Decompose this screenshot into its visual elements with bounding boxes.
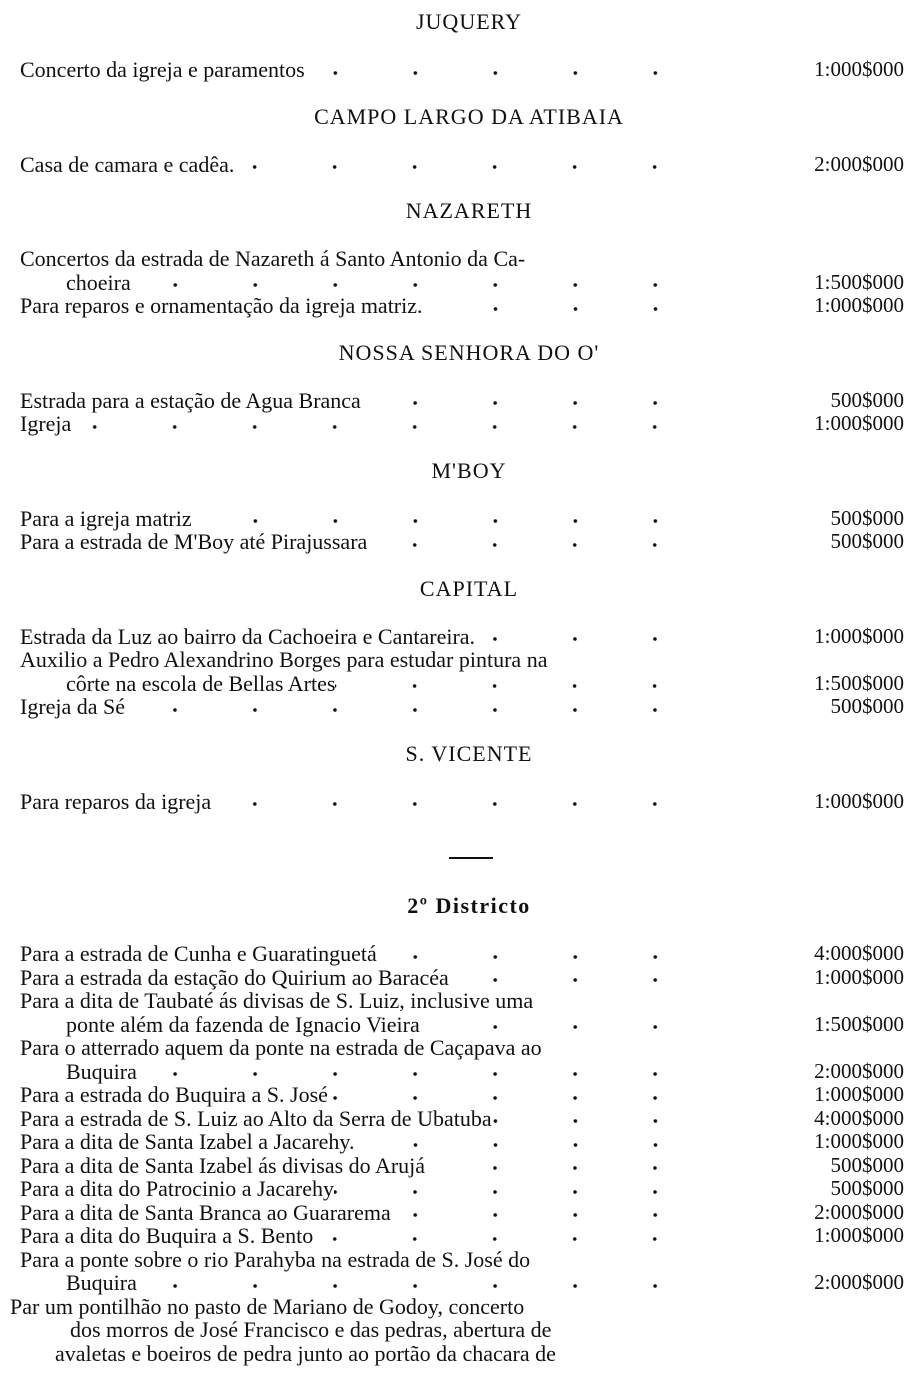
ledger-entry [0, 389, 918, 413]
section-nossa-senhora-do-o- [0, 341, 918, 436]
entry-amount: 1:000$000 [814, 411, 904, 435]
entry-line [0, 695, 918, 719]
section-campo-largo-da-atibaia [0, 105, 918, 177]
entry-line [0, 530, 918, 554]
entry-text: Para a dita de Santa Izabel ás divisas do Arujá [20, 1152, 426, 1178]
entry-line [0, 58, 918, 82]
entry-amount: 1:000$000 [814, 964, 904, 989]
entry-text: Auxilio a Pedro Alexandrino Borges para estudar pintura na [20, 647, 548, 672]
entry-amount: 2:000$000 [814, 1270, 904, 1294]
entry-line [0, 389, 918, 413]
dot-leader [391, 1212, 695, 1218]
entry-text: Concertos da estrada de Nazareth á Santo Antonio da Ca- [20, 246, 526, 271]
dot-leader [328, 1095, 695, 1101]
ledger-entry [0, 58, 918, 82]
ledger-entry [0, 966, 918, 990]
entry-text: Para o atterrado aquem da ponte na estrada de Caçapava ao [20, 1035, 542, 1060]
entry-text: Para a dita de Santa Izabel a Jacarehy. [20, 1129, 355, 1154]
ledger-entry [0, 989, 918, 1036]
entry-line [0, 412, 918, 436]
entry-line [0, 1083, 918, 1107]
ledger-entry [0, 625, 918, 649]
ledger-entry [0, 1177, 918, 1201]
dot-leader [137, 1071, 695, 1077]
section-capital [0, 577, 918, 719]
entry-text: Igreja da Sé [20, 694, 126, 719]
section-title: M'BOY [431, 457, 507, 483]
entry-amount: 1:000$000 [814, 788, 904, 813]
section-s-vicente [0, 742, 918, 814]
entry-text: Para a estrada do Buquira a S. José [20, 1082, 328, 1107]
entry-line [0, 625, 918, 649]
entry-line [0, 1318, 918, 1342]
ledger-entry [0, 1295, 918, 1366]
dot-leader [71, 424, 695, 430]
entry-amount: 1:000$000 [814, 293, 904, 317]
entry-text: Para a dita de Taubaté ás divisas de S. Luiz, inclusive uma [20, 988, 534, 1013]
dot-leader [313, 1236, 695, 1242]
entry-amount: 500$000 [830, 694, 904, 718]
entry-text: ponte além da fazenda de Ignacio Vieira [66, 1011, 420, 1037]
entry-line [0, 1154, 918, 1178]
entry-amount: 500$000 [830, 1152, 904, 1177]
ledger-entry [0, 412, 918, 436]
entry-amount: 4:000$000 [814, 1105, 904, 1130]
dot-leader [234, 164, 695, 170]
ledger-entry [0, 942, 918, 966]
entry-line [0, 672, 918, 696]
dot-leader [449, 977, 695, 983]
ledger-entry [0, 1036, 918, 1083]
entry-line [0, 247, 918, 271]
entry-text: Para a estrada de Cunha e Guaratinguetá [20, 941, 377, 966]
entry-line [0, 1107, 918, 1131]
entry-text: avaletas e boeiros de pedra junto ao portão da chacara de [55, 1340, 556, 1366]
entry-line [0, 1060, 918, 1084]
entry-text: Par um pontilhão no pasto de Mariano de Godoy, concerto [10, 1293, 525, 1319]
entry-line [0, 1036, 918, 1060]
entry-text: Para a dita do Patrocinio a Jacarehy [20, 1176, 334, 1201]
entry-text: Buquira [66, 1270, 137, 1295]
ledger-entry [0, 530, 918, 554]
dot-leader [423, 306, 695, 312]
dot-leader [125, 707, 695, 713]
entry-line [0, 942, 918, 966]
section-m-boy [0, 459, 918, 554]
dot-leader [131, 282, 695, 288]
entry-text: dos morros de José Francisco e das pedras, abertura de [70, 1317, 552, 1342]
entry-text: Casa de camara e cadêa. [20, 151, 235, 177]
entry-amount: 1:500$000 [814, 670, 904, 695]
document-page [0, 10, 918, 1365]
ledger-entry [0, 1107, 918, 1131]
dot-leader [192, 518, 695, 524]
entry-amount: 2:000$000 [814, 1199, 904, 1224]
entry-amount: 500$000 [830, 505, 904, 530]
section-title: JUQUERY [415, 9, 522, 34]
entry-line [0, 507, 918, 531]
entry-amount: 1:500$000 [814, 1011, 904, 1036]
entry-line [0, 1224, 918, 1248]
section-title: CAPITAL [419, 575, 519, 601]
ledger-entry [0, 507, 918, 531]
entry-text: Para a estrada de S. Luiz ao Alto da Serra de Ubatuba [20, 1105, 492, 1131]
district-title: 2º Districto [407, 893, 531, 918]
entry-line [0, 271, 918, 295]
dot-leader [492, 1118, 695, 1124]
entry-amount: 1:000$000 [814, 1223, 904, 1247]
ledger-entry [0, 1224, 918, 1248]
entry-amount: 500$000 [830, 387, 904, 412]
entry-text: Para reparos da igreja [20, 788, 212, 814]
entry-line [0, 989, 918, 1013]
dot-leader [377, 954, 695, 960]
ledger-entry [0, 247, 918, 294]
ledger-entry [0, 1154, 918, 1178]
entry-text: côrte na escola de Bellas Artes [66, 670, 336, 696]
dot-leader [334, 1189, 695, 1195]
ledger-entry [0, 1201, 918, 1225]
entry-amount: 1:000$000 [814, 1129, 904, 1153]
entry-text: Para a ponte sobre o rio Parahyba na estrada de S. José do [20, 1246, 531, 1272]
entry-amount: 1:000$000 [814, 623, 904, 648]
section-nazareth [0, 199, 918, 318]
dot-leader [425, 1165, 695, 1171]
entry-amount: 4:000$000 [814, 941, 904, 965]
ledger-entry [0, 1130, 918, 1154]
entry-amount: 2:000$000 [814, 151, 904, 176]
entry-text: Buquira [66, 1058, 137, 1084]
section-title: NAZARETH [405, 198, 533, 223]
dot-leader [211, 801, 695, 807]
entry-amount: 500$000 [830, 529, 904, 553]
entry-line [0, 1013, 918, 1037]
ledger-entry [0, 648, 918, 695]
entry-line [0, 1342, 918, 1366]
section-title: CAMPO LARGO DA ATIBAIA [314, 103, 624, 129]
entry-line [0, 1248, 918, 1272]
entry-amount: 1:500$000 [814, 269, 904, 294]
ledger-entry [0, 294, 918, 318]
entry-amount: 1:000$000 [814, 57, 904, 81]
entry-line [0, 153, 918, 177]
section-juquery [0, 10, 918, 82]
entry-text: Estrada para a estação de Agua Branca [20, 387, 361, 413]
entry-amount: 500$000 [830, 1176, 904, 1200]
dot-leader [335, 683, 695, 689]
entry-text: Estrada da Luz ao bairro da Cachoeira e Cantareira. [20, 623, 476, 649]
entry-line [0, 648, 918, 672]
entry-line [0, 1130, 918, 1154]
dot-leader [361, 400, 695, 406]
entry-text: choeira [66, 269, 131, 295]
section-title: NOSSA SENHORA DO O' [338, 339, 600, 365]
entry-text: Para a estrada de M'Boy até Pirajussara [20, 529, 368, 554]
dot-leader [305, 70, 695, 76]
entry-text: Igreja [20, 411, 72, 436]
ledger-entry [0, 790, 918, 814]
entry-text: Para a dita de Santa Branca ao Guararema [20, 1199, 391, 1225]
entry-line [0, 294, 918, 318]
dot-leader [475, 636, 695, 642]
dot-leader [420, 1024, 695, 1030]
entry-line [0, 966, 918, 990]
entry-text: Para a dita do Buquira a S. Bento [20, 1223, 314, 1248]
entry-line [0, 1177, 918, 1201]
entry-amount: 1:000$000 [814, 1082, 904, 1106]
entry-text: Para reparos e ornamentação da igreja matriz. [20, 293, 423, 318]
entry-line [0, 790, 918, 814]
entry-text: Concerto da igreja e paramentos [20, 57, 305, 82]
dot-leader [137, 1283, 695, 1289]
entry-line [0, 1271, 918, 1295]
ledger-entry [0, 695, 918, 719]
entry-line [0, 1201, 918, 1225]
ledger-entry [0, 153, 918, 177]
dot-leader [355, 1142, 695, 1148]
entry-amount: 2:000$000 [814, 1058, 904, 1083]
entry-text: Para a igreja matriz [20, 505, 192, 531]
divider-rule [449, 857, 493, 859]
ledger-entry [0, 1248, 918, 1295]
entry-text: Para a estrada da estação do Quirium ao Baracéa [20, 964, 449, 990]
entry-line [0, 1295, 918, 1319]
dot-leader [367, 542, 695, 548]
ledger-entry [0, 1083, 918, 1107]
section-title: S. VICENTE [405, 740, 533, 766]
